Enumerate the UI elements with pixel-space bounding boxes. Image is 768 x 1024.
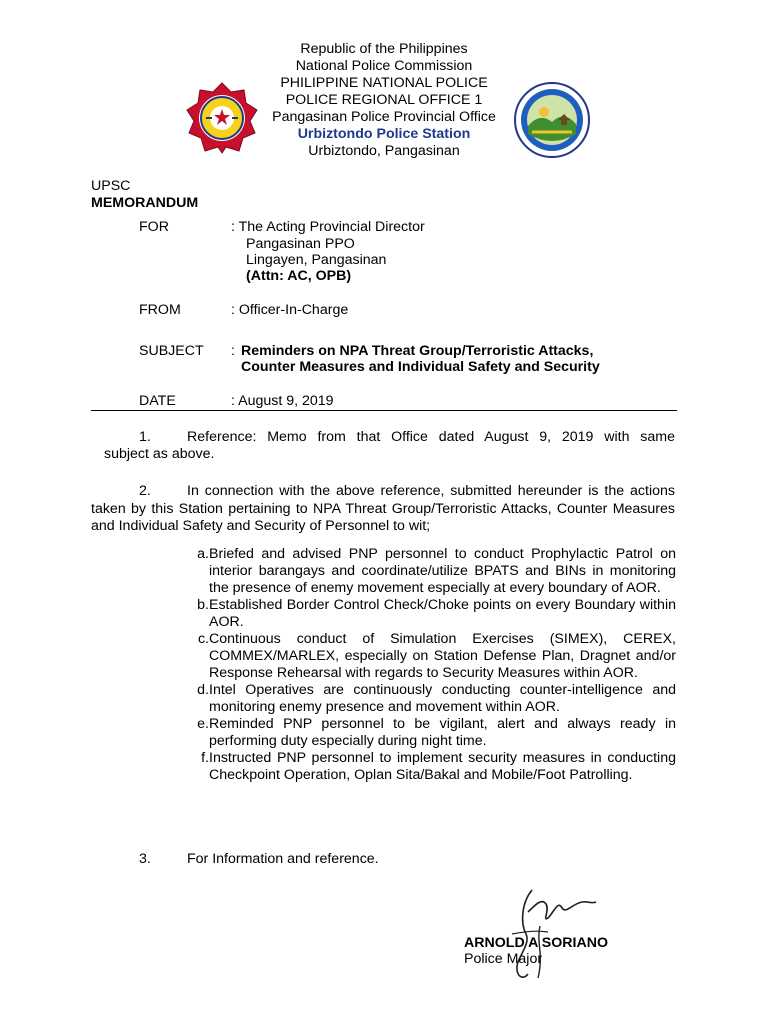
pnp-seal-icon [186,82,258,154]
item-text: Continuous conduct of Simulation Exercises (SIMEX), CEREX, COMMEX/MARLEX, especially on Station Defense Plan, Dragnet and/or Response Rehearsal with regards to Security Measures within AOR. [209,631,676,681]
signatory-name: ARNOLD A SORIANO [464,935,608,951]
subject-line-1: Reminders on NPA Threat Group/Terroristic Attacks, [241,343,594,359]
memo-title: MEMORANDUM [91,195,199,211]
list-item [182,750,676,784]
item-marker: e. [197,716,209,732]
header-line-5: Pangasinan Police Provincial Office [272,109,496,125]
header-line-2: National Police Commission [295,58,473,74]
office-code: UPSC [91,178,131,194]
for-line-1: : The Acting Provincial Director [231,219,425,235]
paragraph-2-text: In connection with the above reference, submitted hereunder is the actions taken by this Station pertaining to NPA Threat Group/Terroristic Attacks, Counter Measures and Individual Safety and Security of Personnel to wit; [91,483,675,534]
from-value: : Officer-In-Charge [231,302,349,318]
list-item [182,716,676,750]
for-line-3: Lingayen, Pangasinan [246,252,387,268]
urbiztondo-police-seal-icon [514,82,590,158]
date-value: : August 9, 2019 [231,393,334,409]
list-item [182,682,676,716]
paragraph-3-text: For Information and reference. [187,851,379,867]
header-line-4: POLICE REGIONAL OFFICE 1 [285,92,483,108]
letterhead [0,41,768,160]
item-marker: c. [197,631,209,647]
for-attn: (Attn: AC, OPB) [246,268,352,284]
paragraph-1-continuation: subject as above. [104,446,215,462]
subject-label: SUBJECT [139,343,204,359]
handwritten-signature-icon [492,882,602,986]
subject-colon: : [231,343,235,359]
from-label: FROM [139,302,181,318]
paragraph-1-number: 1. [139,429,151,445]
item-text: Instructed PNP personnel to implement security measures in conducting Checkpoint Operation, Oplan Sita/Bakal and Mobile/Foot Patrolling. [209,750,676,783]
item-marker: b. [197,597,209,613]
item-marker: d. [197,682,209,698]
for-label: FOR [139,219,169,235]
item-text: Briefed and advised PNP personnel to conduct Prophylactic Patrol on interior barangays and coordinate/utilize BPATS and BINs in monitoring the presence of enemy movement especially at every boundary of AOR. [209,546,676,596]
list-item [182,597,676,631]
paragraph-1-text: Reference: Memo from that Office dated August 9, 2019 with same [187,429,675,445]
station-location: Urbiztondo, Pangasinan [308,143,460,159]
list-item [182,631,676,682]
header-line-3: PHILIPPINE NATIONAL POLICE [280,75,488,91]
item-text: Established Border Control Check/Choke points on every Boundary within AOR. [209,597,676,630]
action-items-list [182,546,676,784]
item-marker: f. [201,750,209,766]
date-label: DATE [139,393,176,409]
list-item [182,546,676,597]
signatory-rank: Police Major [464,951,543,967]
header-line-1: Republic of the Philippines [300,41,468,57]
subject-line-2: Counter Measures and Individual Safety and Security [241,359,600,375]
header-divider [91,410,677,411]
item-text: Intel Operatives are continuously conducting counter-intelligence and monitoring enemy presence and movement within AOR. [209,682,676,715]
for-line-2: Pangasinan PPO [246,236,355,252]
station-name: Urbiztondo Police Station [297,126,471,142]
paragraph-2-number: 2. [139,483,151,499]
item-marker: a. [197,546,209,562]
paragraph-3-number: 3. [139,851,151,867]
item-text: Reminded PNP personnel to be vigilant, alert and always ready in performing duty especially during night time. [209,716,676,749]
